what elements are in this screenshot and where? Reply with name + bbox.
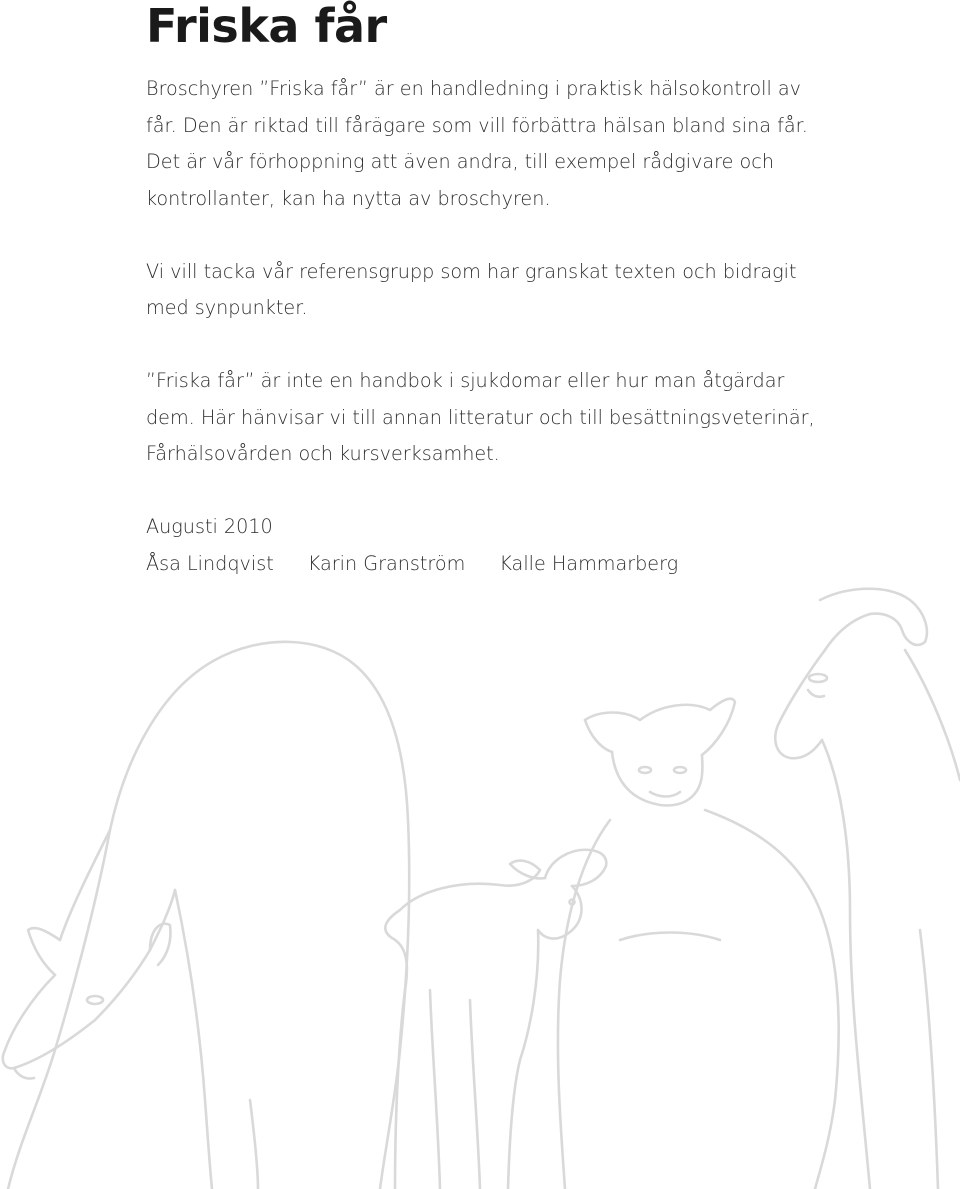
sheep-line-illustration-icon xyxy=(0,580,960,1189)
author-list xyxy=(146,546,946,583)
page-title: Friska får xyxy=(146,0,387,53)
signature-block xyxy=(146,509,946,582)
intro-text xyxy=(146,71,946,582)
ram-icon xyxy=(775,589,960,1189)
date: Augusti 2010 xyxy=(146,515,273,538)
paragraph-disclaimer: ”Friska får” är inte en handbok i sjukdomar eller hur man åtgärdar dem. Här hänvisar vi till annan litteratur och till besättningsveterinär, Fårhälsovården och kursverksamhet. xyxy=(146,369,815,465)
author-name: Kalle Hammarberg xyxy=(499,551,679,575)
paragraph-intro: Broschyren ”Friska får” är en handledning i praktisk hälsokontroll av får. Den är riktad till fårägare som vill förbättra hälsan bland sina får. Det är vår förhoppning att även andra, till exempel rådgivare och kontrollanter, kan ha nytta av broschyren. xyxy=(146,77,808,210)
paragraph-thanks: Vi vill tacka vår referensgrupp som har granskat texten och bidragit med synpunkter. xyxy=(146,259,797,319)
author-name: Karin Granström xyxy=(307,551,466,575)
standing-sheep-icon xyxy=(558,699,839,1189)
grazing-sheep-icon xyxy=(3,642,409,1189)
author-name: Åsa Lindqvist xyxy=(146,551,274,575)
